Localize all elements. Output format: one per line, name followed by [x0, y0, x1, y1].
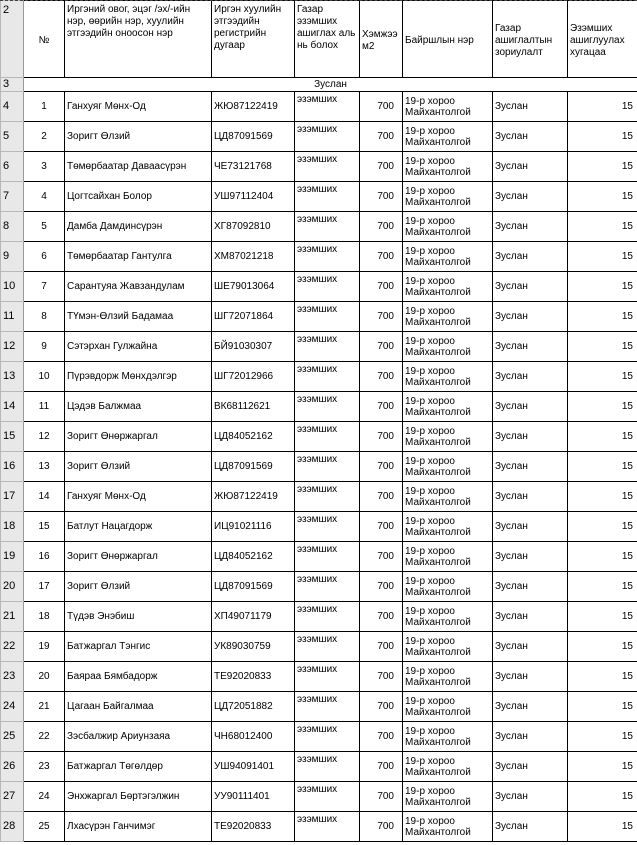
cell-area[interactable]: 700 [360, 422, 403, 452]
cell-location[interactable]: 19-р хороо Майхантолгой [403, 782, 493, 812]
cell-name[interactable]: Баяраа Бямбадорж [65, 662, 212, 692]
row-number[interactable]: 18 [1, 512, 24, 542]
cell-area[interactable]: 700 [360, 122, 403, 152]
header-location[interactable]: Байршлын нэр [403, 1, 493, 78]
row-number[interactable]: 2 [1, 1, 24, 78]
cell-no[interactable]: 4 [24, 182, 65, 212]
row-number[interactable]: 3 [1, 78, 24, 92]
cell-name[interactable]: Энхжаргал Бөртэгэлжин [65, 782, 212, 812]
cell-name[interactable]: Зэсбалжир Ариунзаяа [65, 722, 212, 752]
row-number[interactable]: 10 [1, 272, 24, 302]
cell-no[interactable]: 6 [24, 242, 65, 272]
cell-register[interactable]: ЦД87091569 [212, 572, 295, 602]
header-term[interactable]: Эзэмших ашиглуулах хугацаа [568, 1, 637, 78]
cell-no[interactable]: 9 [24, 332, 65, 362]
cell-name[interactable]: Ганхуяг Мөнх-Од [65, 482, 212, 512]
section-row [1, 78, 637, 92]
cell-no[interactable]: 11 [24, 392, 65, 422]
table-row [1, 122, 637, 152]
cell-area[interactable]: 700 [360, 332, 403, 362]
cell-purpose[interactable]: Зуслан [493, 272, 568, 302]
cell-name[interactable]: Ганхуяг Мөнх-Од [65, 92, 212, 122]
cell-area[interactable]: 700 [360, 602, 403, 632]
row-number[interactable]: 19 [1, 542, 24, 572]
row-number[interactable]: 16 [1, 452, 24, 482]
cell-register[interactable]: УК89030759 [212, 632, 295, 662]
row-number[interactable]: 12 [1, 332, 24, 362]
row-number[interactable]: 6 [1, 152, 24, 182]
cell-purpose[interactable]: Зуслан [493, 212, 568, 242]
cell-use-type[interactable]: эзэмших [295, 302, 360, 332]
row-number[interactable]: 26 [1, 752, 24, 782]
cell-register[interactable]: ХП49071179 [212, 602, 295, 632]
cell-location[interactable]: 19-р хороо Майхантолгой [403, 362, 493, 392]
cell-term[interactable]: 15 [568, 182, 637, 212]
row-number[interactable]: 8 [1, 212, 24, 242]
row-number[interactable]: 7 [1, 182, 24, 212]
cell-name[interactable]: Зоригт Өлзий [65, 572, 212, 602]
cell-no[interactable]: 10 [24, 362, 65, 392]
cell-term[interactable]: 15 [568, 422, 637, 452]
table-row [1, 332, 637, 362]
cell-register[interactable]: ЖЮ87122419 [212, 92, 295, 122]
cell-purpose[interactable]: Зуслан [493, 602, 568, 632]
cell-area[interactable]: 700 [360, 572, 403, 602]
row-number[interactable]: 14 [1, 392, 24, 422]
row-number[interactable]: 28 [1, 812, 24, 842]
cell-location[interactable]: 19-р хороо Майхантолгой [403, 812, 493, 842]
row-number[interactable]: 15 [1, 422, 24, 452]
table-row [1, 512, 637, 542]
cell-area[interactable]: 700 [360, 452, 403, 482]
cell-area[interactable]: 700 [360, 722, 403, 752]
cell-purpose[interactable]: Зуслан [493, 302, 568, 332]
cell-purpose[interactable]: Зуслан [493, 542, 568, 572]
row-number[interactable]: 20 [1, 572, 24, 602]
cell-no[interactable]: 19 [24, 632, 65, 662]
cell-term[interactable]: 15 [568, 602, 637, 632]
cell-purpose[interactable]: Зуслан [493, 242, 568, 272]
cell-location[interactable]: 19-р хороо Майхантолгой [403, 152, 493, 182]
cell-term[interactable]: 15 [568, 152, 637, 182]
cell-location[interactable]: 19-р хороо Майхантолгой [403, 692, 493, 722]
row-number[interactable]: 21 [1, 602, 24, 632]
cell-location[interactable]: 19-р хороо Майхантолгой [403, 392, 493, 422]
cell-location[interactable]: 19-р хороо Майхантолгой [403, 572, 493, 602]
cell-location[interactable]: 19-р хороо Майхантолгой [403, 722, 493, 752]
cell-register[interactable]: ИЦ91021116 [212, 512, 295, 542]
header-purpose[interactable]: Газар ашиглалтын зориулалт [493, 1, 568, 78]
cell-use-type[interactable]: эзэмших [295, 662, 360, 692]
row-number[interactable]: 9 [1, 242, 24, 272]
cell-use-type[interactable]: эзэмших [295, 92, 360, 122]
cell-use-type[interactable]: эзэмших [295, 542, 360, 572]
cell-term[interactable]: 15 [568, 752, 637, 782]
cell-no[interactable]: 1 [24, 92, 65, 122]
cell-purpose[interactable]: Зуслан [493, 122, 568, 152]
cell-no[interactable]: 7 [24, 272, 65, 302]
cell-use-type[interactable]: эзэмших [295, 602, 360, 632]
cell-term[interactable]: 15 [568, 212, 637, 242]
cell-register[interactable]: ХГ87092810 [212, 212, 295, 242]
cell-purpose[interactable]: Зуслан [493, 392, 568, 422]
cell-register[interactable]: БЙ91030307 [212, 332, 295, 362]
cell-use-type[interactable]: эзэмших [295, 452, 360, 482]
cell-area[interactable]: 700 [360, 482, 403, 512]
cell-term[interactable]: 15 [568, 362, 637, 392]
table-row [1, 542, 637, 572]
cell-use-type[interactable]: эзэмших [295, 722, 360, 752]
cell-no[interactable]: 18 [24, 602, 65, 632]
cell-purpose[interactable]: Зуслан [493, 362, 568, 392]
cell-name[interactable]: Цогтсайхан Болор [65, 182, 212, 212]
cell-name[interactable]: Батлут Нацагдорж [65, 512, 212, 542]
cell-register[interactable]: ЧН68012400 [212, 722, 295, 752]
table-row [1, 422, 637, 452]
cell-use-type[interactable]: эзэмших [295, 482, 360, 512]
cell-purpose[interactable]: Зуслан [493, 512, 568, 542]
cell-use-type[interactable]: эзэмших [295, 812, 360, 842]
table-row [1, 602, 637, 632]
cell-no[interactable]: 2 [24, 122, 65, 152]
cell-use-type[interactable]: эзэмших [295, 632, 360, 662]
cell-location[interactable]: 19-р хороо Майхантолгой [403, 122, 493, 152]
cell-purpose[interactable]: Зуслан [493, 752, 568, 782]
row-number[interactable]: 13 [1, 362, 24, 392]
cell-register[interactable]: ТЕ92020833 [212, 812, 295, 842]
cell-register[interactable]: УШ97112404 [212, 182, 295, 212]
cell-location[interactable]: 19-р хороо Майхантолгой [403, 332, 493, 362]
cell-use-type[interactable]: эзэмших [295, 572, 360, 602]
row-number[interactable]: 27 [1, 782, 24, 812]
cell-register[interactable]: ШЕ79013064 [212, 272, 295, 302]
cell-name[interactable]: Зоригт Өлзий [65, 122, 212, 152]
cell-term[interactable]: 15 [568, 572, 637, 602]
table-row [1, 272, 637, 302]
cell-name[interactable]: Пүрэвдорж Мөнхдэлгэр [65, 362, 212, 392]
cell-purpose[interactable]: Зуслан [493, 452, 568, 482]
cell-name[interactable]: Зоригт Өнөржаргал [65, 422, 212, 452]
cell-name[interactable]: Цагаан Байгалмаа [65, 692, 212, 722]
row-number[interactable]: 17 [1, 482, 24, 512]
cell-location[interactable]: 19-р хороо Майхантолгой [403, 242, 493, 272]
cell-use-type[interactable]: эзэмших [295, 512, 360, 542]
cell-purpose[interactable]: Зуслан [493, 722, 568, 752]
table-row [1, 452, 637, 482]
cell-term[interactable]: 15 [568, 692, 637, 722]
cell-name[interactable]: Дамба Дамдинсүрэн [65, 212, 212, 242]
row-number[interactable]: 24 [1, 692, 24, 722]
table-row [1, 572, 637, 602]
cell-purpose[interactable]: Зуслан [493, 422, 568, 452]
table-row [1, 182, 637, 212]
cell-term[interactable]: 15 [568, 242, 637, 272]
cell-location[interactable]: 19-р хороо Майхантолгой [403, 542, 493, 572]
cell-location[interactable]: 19-р хороо Майхантолгой [403, 632, 493, 662]
cell-location[interactable]: 19-р хороо Майхантолгой [403, 452, 493, 482]
table-row [1, 212, 637, 242]
cell-name[interactable]: Батжаргал Төгөлдөр [65, 752, 212, 782]
cell-register[interactable]: ЦД84052162 [212, 422, 295, 452]
cell-register[interactable]: ВК68112621 [212, 392, 295, 422]
cell-name[interactable]: Сэтэрхан Гулжайна [65, 332, 212, 362]
cell-name[interactable]: Лхасүрэн Ганчимэг [65, 812, 212, 842]
cell-purpose[interactable]: Зуслан [493, 692, 568, 722]
table-row [1, 752, 637, 782]
cell-term[interactable]: 15 [568, 452, 637, 482]
table-row [1, 782, 637, 812]
cell-register[interactable]: ХМ87021218 [212, 242, 295, 272]
cell-term[interactable]: 15 [568, 782, 637, 812]
cell-purpose[interactable]: Зуслан [493, 812, 568, 842]
cell-term[interactable]: 15 [568, 92, 637, 122]
cell-area[interactable]: 700 [360, 632, 403, 662]
table-row [1, 242, 637, 272]
cell-register[interactable]: УШ94091401 [212, 752, 295, 782]
cell-location[interactable]: 19-р хороо Майхантолгой [403, 212, 493, 242]
table-row [1, 482, 637, 512]
cell-name[interactable]: Зоригт Өнөржаргал [65, 542, 212, 572]
cell-term[interactable]: 15 [568, 512, 637, 542]
page-break-line [0, 0, 637, 1]
cell-no[interactable]: 25 [24, 812, 65, 842]
table-row [1, 392, 637, 422]
cell-area[interactable]: 700 [360, 392, 403, 422]
cell-register[interactable]: УУ90111401 [212, 782, 295, 812]
cell-register[interactable]: ЦД84052162 [212, 542, 295, 572]
cell-term[interactable]: 15 [568, 632, 637, 662]
cell-name[interactable]: Батжаргал Тэнгис [65, 632, 212, 662]
cell-register[interactable]: ШГ72012966 [212, 362, 295, 392]
cell-name[interactable]: Цэдэв Балжмаа [65, 392, 212, 422]
cell-register[interactable]: ЦД87091569 [212, 122, 295, 152]
cell-no[interactable]: 14 [24, 482, 65, 512]
cell-term[interactable]: 15 [568, 812, 637, 842]
cell-no[interactable]: 21 [24, 692, 65, 722]
cell-use-type[interactable]: эзэмших [295, 212, 360, 242]
cell-purpose[interactable]: Зуслан [493, 632, 568, 662]
cell-use-type[interactable]: эзэмших [295, 692, 360, 722]
cell-area[interactable]: 700 [360, 512, 403, 542]
cell-register[interactable]: ТЕ92020833 [212, 662, 295, 692]
cell-area[interactable]: 700 [360, 152, 403, 182]
cell-purpose[interactable]: Зуслан [493, 152, 568, 182]
cell-area[interactable]: 700 [360, 242, 403, 272]
cell-area[interactable]: 700 [360, 692, 403, 722]
cell-register[interactable]: ЖЮ87122419 [212, 482, 295, 512]
cell-use-type[interactable]: эзэмших [295, 422, 360, 452]
cell-name[interactable]: Түдэв Энэбиш [65, 602, 212, 632]
cell-term[interactable]: 15 [568, 392, 637, 422]
cell-use-type[interactable]: эзэмших [295, 272, 360, 302]
cell-area[interactable]: 700 [360, 92, 403, 122]
table-row [1, 152, 637, 182]
cell-area[interactable]: 700 [360, 782, 403, 812]
cell-term[interactable]: 15 [568, 542, 637, 572]
cell-use-type[interactable]: эзэмших [295, 122, 360, 152]
cell-use-type[interactable]: эзэмших [295, 752, 360, 782]
cell-purpose[interactable]: Зуслан [493, 482, 568, 512]
cell-area[interactable]: 700 [360, 662, 403, 692]
cell-location[interactable]: 19-р хороо Майхантолгой [403, 482, 493, 512]
header-use-type[interactable]: Газар эзэмших ашиглах аль нь болох [295, 1, 360, 78]
table-row [1, 812, 637, 842]
row-number[interactable]: 25 [1, 722, 24, 752]
cell-area[interactable]: 700 [360, 302, 403, 332]
table-row [1, 302, 637, 332]
cell-area[interactable]: 700 [360, 362, 403, 392]
cell-area[interactable]: 700 [360, 752, 403, 782]
cell-purpose[interactable]: Зуслан [493, 92, 568, 122]
cell-purpose[interactable]: Зуслан [493, 572, 568, 602]
cell-area[interactable]: 700 [360, 542, 403, 572]
section-title[interactable]: Зуслан [24, 78, 637, 92]
cell-purpose[interactable]: Зуслан [493, 182, 568, 212]
cell-no[interactable]: 8 [24, 302, 65, 332]
cell-location[interactable]: 19-р хороо Майхантолгой [403, 302, 493, 332]
cell-location[interactable]: 19-р хороо Майхантолгой [403, 182, 493, 212]
cell-purpose[interactable]: Зуслан [493, 782, 568, 812]
cell-use-type[interactable]: эзэмших [295, 332, 360, 362]
row-number[interactable]: 5 [1, 122, 24, 152]
cell-no[interactable]: 5 [24, 212, 65, 242]
cell-purpose[interactable]: Зуслан [493, 332, 568, 362]
cell-location[interactable]: 19-р хороо Майхантолгой [403, 422, 493, 452]
cell-location[interactable]: 19-р хороо Майхантолгой [403, 92, 493, 122]
header-area[interactable]: Хэмжээ м2 [360, 1, 403, 78]
cell-use-type[interactable]: эзэмших [295, 182, 360, 212]
cell-term[interactable]: 15 [568, 662, 637, 692]
cell-name[interactable]: ТҮмэн-Өлзий Бадамаа [65, 302, 212, 332]
table-row [1, 362, 637, 392]
cell-term[interactable]: 15 [568, 272, 637, 302]
cell-location[interactable]: 19-р хороо Майхантолгой [403, 602, 493, 632]
cell-name[interactable]: Сарантуяа Жавзандулам [65, 272, 212, 302]
header-register[interactable]: Иргэн хуулийн этгээдийн регистрийн дугаар [212, 1, 295, 78]
table-row [1, 692, 637, 722]
cell-no[interactable]: 22 [24, 722, 65, 752]
cell-no[interactable]: 24 [24, 782, 65, 812]
cell-term[interactable]: 15 [568, 482, 637, 512]
table-row [1, 632, 637, 662]
cell-location[interactable]: 19-р хороо Майхантолгой [403, 272, 493, 302]
cell-use-type[interactable]: эзэмших [295, 152, 360, 182]
cell-area[interactable]: 700 [360, 812, 403, 842]
cell-register[interactable]: ШГ72071864 [212, 302, 295, 332]
cell-use-type[interactable]: эзэмших [295, 392, 360, 422]
cell-name[interactable]: Төмөрбаатар Даваасүрэн [65, 152, 212, 182]
cell-term[interactable]: 15 [568, 302, 637, 332]
row-number[interactable]: 22 [1, 632, 24, 662]
cell-area[interactable]: 700 [360, 272, 403, 302]
cell-name[interactable]: Зоригт Өлзий [65, 452, 212, 482]
cell-no[interactable]: 3 [24, 152, 65, 182]
header-no[interactable]: № [24, 1, 65, 78]
cell-no[interactable]: 12 [24, 422, 65, 452]
row-number[interactable]: 23 [1, 662, 24, 692]
cell-purpose[interactable]: Зуслан [493, 662, 568, 692]
cell-term[interactable]: 15 [568, 722, 637, 752]
cell-location[interactable]: 19-р хороо Майхантолгой [403, 512, 493, 542]
table-row [1, 662, 637, 692]
header-name[interactable]: Иргэний овог, эцэг /эх/-ийн нэр, өөрийн нэр, хуулийн этгээдийн оноосон нэр [65, 1, 212, 78]
cell-register[interactable]: ЦД87091569 [212, 452, 295, 482]
table-row [1, 92, 637, 122]
cell-area[interactable]: 700 [360, 212, 403, 242]
cell-no[interactable]: 13 [24, 452, 65, 482]
cell-location[interactable]: 19-р хороо Майхантолгой [403, 662, 493, 692]
cell-area[interactable]: 700 [360, 182, 403, 212]
cell-no[interactable]: 17 [24, 572, 65, 602]
cell-name[interactable]: Төмөрбаатар Гантулга [65, 242, 212, 272]
cell-no[interactable]: 16 [24, 542, 65, 572]
cell-no[interactable]: 23 [24, 752, 65, 782]
header-row [1, 1, 637, 78]
cell-register[interactable]: ЦД72051882 [212, 692, 295, 722]
cell-term[interactable]: 15 [568, 332, 637, 362]
cell-location[interactable]: 19-р хороо Майхантолгой [403, 752, 493, 782]
row-number[interactable]: 4 [1, 92, 24, 122]
cell-no[interactable]: 15 [24, 512, 65, 542]
table-row [1, 722, 637, 752]
cell-no[interactable]: 20 [24, 662, 65, 692]
cell-term[interactable]: 15 [568, 122, 637, 152]
cell-register[interactable]: ЧЕ73121768 [212, 152, 295, 182]
row-number[interactable]: 11 [1, 302, 24, 332]
cell-use-type[interactable]: эзэмших [295, 362, 360, 392]
cell-use-type[interactable]: эзэмших [295, 242, 360, 272]
cell-use-type[interactable]: эзэмших [295, 782, 360, 812]
